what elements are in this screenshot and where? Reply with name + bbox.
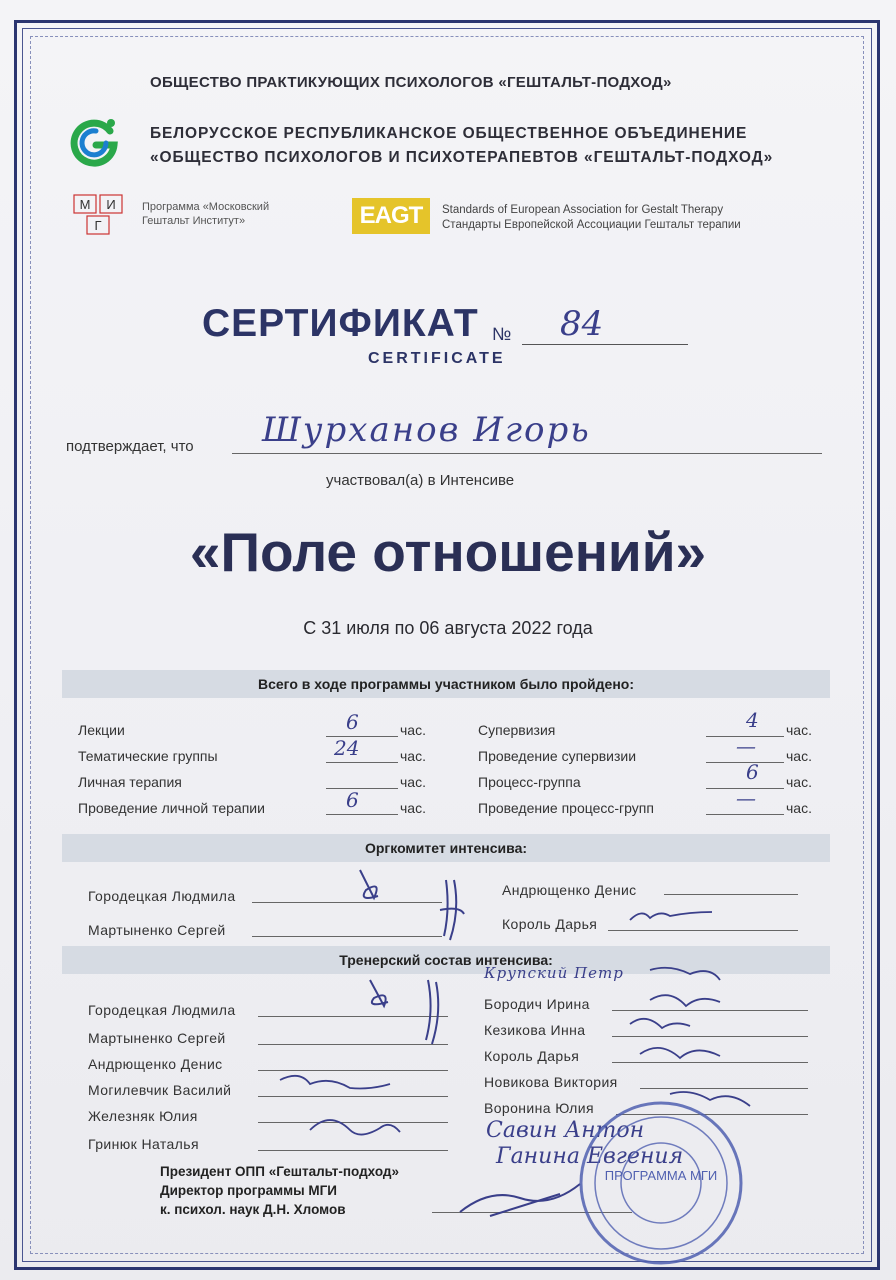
trainer-name: Новикова Виктория	[484, 1074, 618, 1090]
official-stamp-icon	[576, 1098, 746, 1268]
trainer-name: Мартыненко Сергей	[88, 1030, 226, 1046]
hours-value-conducting-supervision: —	[736, 734, 756, 758]
trainer-name: Король Дарья	[484, 1048, 580, 1064]
hours-unit: час.	[786, 722, 812, 738]
hours-value-thematic-groups: 24	[334, 736, 360, 760]
certificate-title: СЕРТИФИКАТ	[202, 302, 479, 345]
committee-member: Король Дарья	[502, 916, 598, 932]
hours-line	[326, 814, 398, 815]
event-dates: С 31 июля по 06 августа 2022 года	[303, 618, 593, 638]
handwritten-trainer-name: Крупский Петр	[484, 964, 624, 982]
hours-unit: час.	[786, 748, 812, 764]
event-title: «Поле отношений»	[189, 521, 707, 583]
org-name-line-1: БЕЛОРУССКОЕ РЕСПУБЛИКАНСКОЕ ОБЩЕСТВЕННОЕ ОБЪЕДИНЕНИЕ	[150, 125, 748, 142]
president-line-3: к. психол. наук Д.Н. Хломов	[160, 1202, 346, 1217]
hours-unit: час.	[786, 800, 812, 816]
hours-unit: час.	[786, 774, 812, 790]
hours-line	[706, 814, 784, 815]
hours-unit: час.	[400, 748, 426, 764]
mgi-text-line-1: Программа «Московский	[142, 201, 270, 213]
trainer-name: Гринюк Наталья	[88, 1136, 199, 1152]
mgi-logo-icon	[70, 192, 128, 238]
hours-value-process-group: 6	[746, 760, 759, 784]
hours-line	[326, 762, 398, 763]
hours-unit: час.	[400, 800, 426, 816]
confirms-label: подтверждает, что	[66, 438, 194, 455]
committee-member: Мартыненко Сергей	[88, 922, 226, 938]
hours-label-thematic-groups: Тематические группы	[78, 748, 218, 764]
committee-signatures-icon	[250, 850, 810, 950]
certificate-subtitle: CERTIFICATE	[368, 350, 506, 367]
handwritten-trainer-name: Савин Антон	[486, 1118, 645, 1143]
trainer-name: Воронина Юлия	[484, 1100, 594, 1116]
number-line	[522, 344, 688, 345]
eagt-standards-text	[442, 203, 741, 233]
trainer-name: Кезикова Инна	[484, 1022, 586, 1038]
hours-unit: час.	[400, 722, 426, 738]
name-line	[232, 453, 822, 454]
trainer-name: Могилевчик Василий	[88, 1082, 232, 1098]
committee-member: Городецкая Людмила	[88, 888, 236, 904]
hours-label-conducting-process-groups: Проведение процесс-групп	[478, 800, 654, 816]
certificate-number: 84	[560, 304, 604, 344]
hours-line	[326, 788, 398, 789]
org-name-line-2: «ОБЩЕСТВО ПСИХОЛОГОВ И ПСИХОТЕРАПЕВТОВ «ГЕШТАЛЬТ-ПОДХОД»	[150, 149, 774, 166]
president-line-2: Директор программы МГИ	[160, 1183, 337, 1198]
trainer-name: Железняк Юлия	[88, 1108, 198, 1124]
president-block	[160, 1162, 399, 1219]
number-label: №	[492, 324, 512, 344]
hours-label-lectures: Лекции	[78, 722, 125, 738]
hours-value-lectures: 6	[346, 710, 359, 734]
mgi-text-line-2: Гештальт Институт»	[142, 215, 246, 227]
mgi-program-text	[142, 200, 332, 228]
mgi-letter-m: М	[79, 197, 91, 212]
org-name-belarus	[150, 122, 773, 170]
gestalt-logo-icon	[66, 115, 122, 171]
eagt-logo: EAGT	[352, 198, 430, 234]
mgi-letter-i: И	[106, 197, 116, 212]
hours-label-conducting-therapy: Проведение личной терапии	[78, 800, 265, 816]
hours-value-conducting-therapy: 6	[346, 788, 359, 812]
hours-line	[706, 762, 784, 763]
trainer-name: Андрющенко Денис	[88, 1056, 223, 1072]
stamp-text: ПРОГРАММА МГИ	[604, 1168, 718, 1183]
trainer-name: Бородич Ирина	[484, 996, 590, 1012]
trainers-heading: Тренерский состав интенсива:	[339, 952, 553, 968]
mgi-letter-g: Г	[94, 218, 102, 233]
hours-unit: час.	[400, 774, 426, 790]
eagt-text-line-2: Стандарты Европейской Ассоциации Гештальт терапии	[442, 219, 741, 231]
hours-heading: Всего в ходе программы участником было пройдено:	[257, 676, 635, 692]
committee-heading: Оргкомитет интенсива:	[364, 840, 528, 856]
president-line-1: Президент ОПП «Гештальт-подход»	[160, 1164, 399, 1179]
hours-label-personal-therapy: Личная терапия	[78, 774, 182, 790]
hours-label-conducting-supervision: Проведение супервизии	[478, 748, 637, 764]
committee-member: Андрющенко Денис	[502, 882, 637, 898]
hours-value-conducting-process-groups: —	[736, 786, 756, 810]
org-name-top: ОБЩЕСТВО ПРАКТИКУЮЩИХ ПСИХОЛОГОВ «ГЕШТАЛЬТ-ПОДХОД»	[150, 74, 672, 91]
trainer-name: Городецкая Людмила	[88, 1002, 236, 1018]
hours-label-supervision: Супервизия	[478, 722, 556, 738]
hours-label-process-group: Процесс-группа	[478, 774, 581, 790]
hours-heading-bar	[62, 670, 830, 698]
participated-label: участвовал(а) в Интенсиве	[326, 472, 515, 489]
handwritten-trainer-name: Ганина Евгения	[496, 1144, 684, 1169]
eagt-text-line-1: Standards of European Association for Gestalt Therapy	[442, 204, 724, 216]
hours-value-supervision: 4	[746, 708, 759, 732]
holder-name: Шурханов Игорь	[262, 410, 591, 450]
